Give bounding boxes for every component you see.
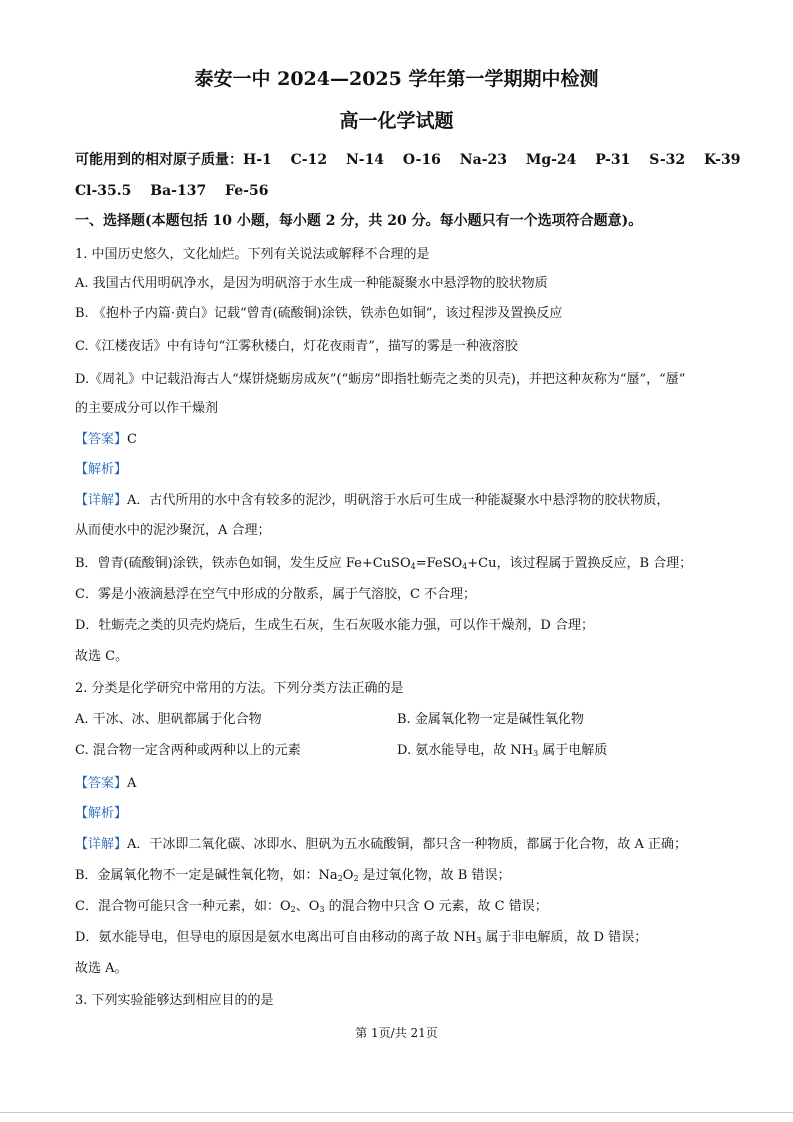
detail-tag: 【详解】: [75, 837, 128, 852]
q1-option-b: B. 《抱朴子内篇·黄白》记载“曾青(硫酸铜)涂铁，铁赤色如铜”，该过程涉及置换反应: [75, 306, 563, 321]
subscript: 4: [462, 562, 468, 571]
q1-answer-value: C: [127, 432, 137, 447]
q1-conclusion: 故选 C。: [75, 649, 129, 664]
bottom-divider: [0, 1112, 793, 1113]
subscript: 3: [319, 905, 325, 914]
q2-answer-value: A: [127, 776, 137, 791]
q2-option-d-part-2: 属于电解质: [538, 743, 608, 758]
q2-option-a: A. 干冰、冰、胆矾都属于化合物: [75, 712, 262, 727]
q2-explain-b-part-3: 是过氧化物，故 B 错误；: [358, 868, 511, 883]
section-heading: 一、选择题(本题包括 10 小题，每小题 2 分，共 20 分。每小题只有一个选项符合题意)。: [75, 213, 643, 229]
detail-tag: 【详解】: [75, 493, 128, 508]
q1-analysis-tag: 【解析】: [75, 462, 128, 477]
answer-tag: 【答案】: [75, 432, 128, 447]
q1-explain-a-line-2: 从而使水中的泥沙聚沉，A 合理；: [75, 523, 271, 538]
q2-explain-a-text: A．干冰即二氧化碳、冰即水、胆矾为五水硫酸铜，都只含一种物质，都属于化合物，故 A 正确；: [127, 837, 688, 852]
q1-explain-b: [75, 556, 692, 575]
q2-explain-b: [75, 868, 511, 887]
q1-option-a: A. 我国古代用明矾净水，是因为明矾溶于水生成一种能凝聚水中悬浮物的胶状物质: [75, 276, 548, 291]
q2-explain-a: [75, 837, 687, 853]
q2-option-d: [397, 743, 607, 762]
subscript: 3: [476, 936, 482, 945]
q2-explain-c-part-3: 的混合物中只含 O 元素，故 C 错误；: [324, 899, 548, 914]
exam-subtitle: 高一化学试题: [339, 110, 454, 132]
exam-title: 泰安一中 2024—2025 学年第一学期期中检测: [194, 68, 599, 90]
subscript: 2: [353, 874, 359, 883]
q2-stem: 2. 分类是化学研究中常用的方法。下列分类方法正确的是: [75, 681, 404, 696]
subscript: 4: [410, 562, 416, 571]
subscript: 2: [290, 905, 296, 914]
q1-option-c: C.《江楼夜话》中有诗句“江雾秋楼白，灯花夜雨青”，描写的雾是一种液溶胶: [75, 339, 518, 354]
q1-explain-b-part-3: +Cu，该过程属于置换反应，B 合理；: [467, 556, 693, 571]
page-footer: 第 1页/共 21页: [355, 1026, 438, 1040]
q1-explain-a-text: A．古代所用的水中含有较多的泥沙，明矾溶于水后可生成一种能凝聚水中悬浮物的胶状物质，: [127, 493, 670, 508]
q2-explain-c-part-2: 、O: [295, 899, 320, 914]
q1-stem: 1. 中国历史悠久，文化灿烂。下列有关说法或解释不合理的是: [75, 247, 430, 262]
q1-explain-c: C．雾是小液滴悬浮在空气中形成的分散系，属于气溶胶，C 不合理；: [75, 587, 477, 602]
q2-option-d-part-1: D. 氨水能导电，故 NH: [397, 743, 534, 758]
q2-option-c: C. 混合物一定含两种或两种以上的元素: [75, 743, 301, 758]
q2-explain-d-part-2: 属于非电解质，故 D 错误；: [481, 930, 648, 945]
q1-answer: [75, 432, 137, 448]
q1-explain-b-part-2: =FeSO: [415, 556, 463, 571]
q1-explain-b-part-1: B．曾青(硫酸铜)涂铁，铁赤色如铜，发生反应 Fe+CuSO: [75, 556, 411, 571]
q2-explain-d: [75, 930, 647, 949]
q2-option-b: B. 金属氧化物一定是碱性氧化物: [397, 712, 584, 727]
q1-explain-d: D．牡蛎壳之类的贝壳灼烧后，生成生石灰，生石灰吸水能力强，可以作干燥剂，D 合理；: [75, 618, 594, 633]
atomic-mass-line-1: 可能用到的相对原子质量：H-1 C-12 N-14 O-16 Na-23 Mg-24 P-31 S-32 K-39: [75, 152, 741, 168]
q2-explain-c-part-1: C．混合物可能只含一种元素，如：O: [75, 899, 291, 914]
q2-explain-b-part-1: B．金属氧化物不一定是碱性氧化物，如：Na: [75, 868, 338, 883]
q1-explain-a-line-1: [75, 493, 669, 509]
subscript: 2: [337, 874, 343, 883]
answer-tag: 【答案】: [75, 776, 128, 791]
q2-analysis-tag: 【解析】: [75, 806, 128, 821]
q1-option-d-line-1: D.《周礼》中记载沿海古人“煤饼烧蛎房成灰”(“蛎房”即指牡蛎壳之类的贝壳)，并把这种灰称为“蜃”，“蜃”: [75, 372, 686, 387]
q2-explain-b-part-2: O: [342, 868, 354, 883]
subscript: 3: [533, 749, 539, 758]
q2-explain-d-part-1: D．氨水能导电，但导电的原因是氨水电离出可自由移动的离子故 NH: [75, 930, 477, 945]
q2-conclusion: 故选 A。: [75, 961, 128, 976]
atomic-mass-line-2: Cl-35.5 Ba-137 Fe-56: [75, 183, 269, 199]
q2-explain-c: [75, 899, 548, 918]
q1-option-d-line-2: 的主要成分可以作干燥剂: [75, 401, 219, 416]
q2-answer: [75, 776, 136, 792]
q3-stem: 3. 下列实验能够达到相应目的的是: [75, 993, 274, 1008]
